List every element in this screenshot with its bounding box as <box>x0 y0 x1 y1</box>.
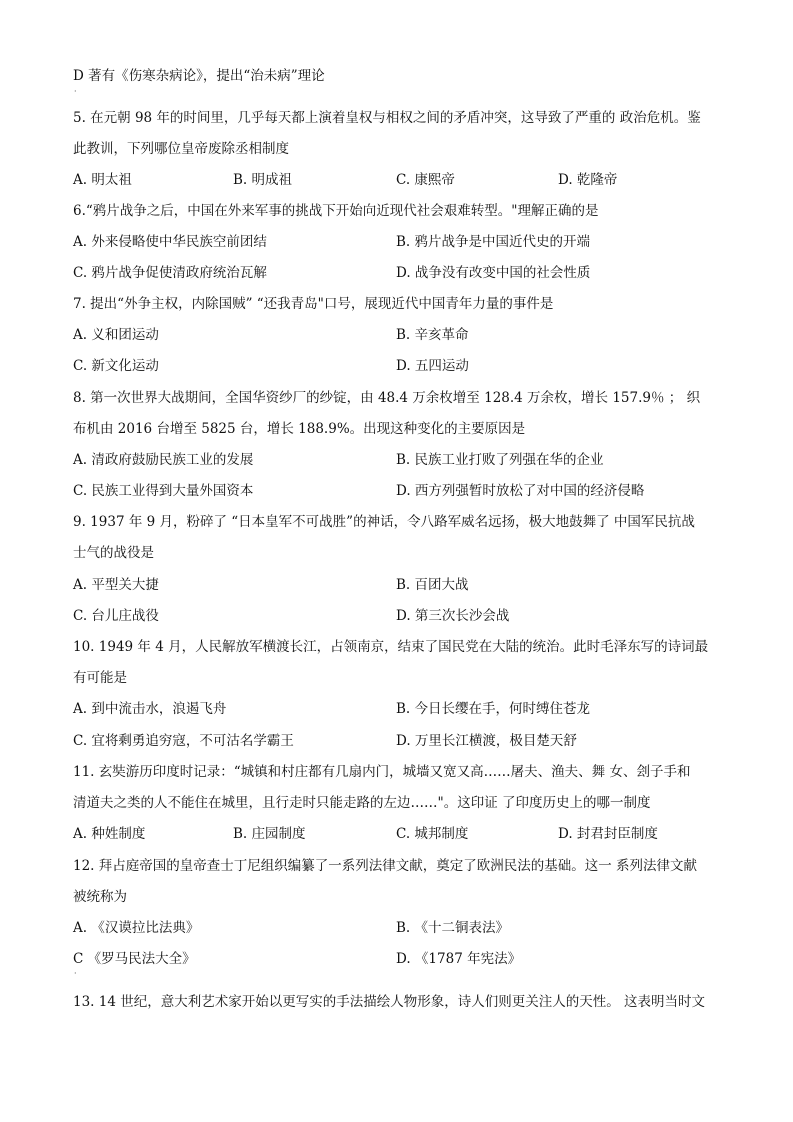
q12-stem-line1: 12. 拜占庭帝国的皇帝查士丁尼组织编纂了一系列法律文献，奠定了欧洲民法的基础。这一 系列法律文献 <box>73 858 698 874</box>
q11-stem-line2: 清道夫之类的人不能住在城里，且行走时只能走路的左边……"。这印证 了印度历史上的哪一制度 <box>73 795 651 811</box>
q6-option-a: A. 外来侵略使中华民族空前团结 <box>73 234 267 250</box>
q5-stem-line2: 此教训，下列哪位皇帝废除丞相制度 <box>73 141 289 157</box>
q10-stem-line2: 有可能是 <box>73 670 127 686</box>
q9-option-a: A. 平型关大捷 <box>73 577 159 593</box>
q7-stem-line1: 7. 提出“外争主权，内除国贼” “还我青岛"口号，展现近代中国青年力量的事件是 <box>73 296 554 312</box>
q10-option-b: B. 今日长缨在手，何时缚住苍龙 <box>396 701 591 717</box>
q12-option-a: A. 《汉谟拉比法典》 <box>73 920 200 936</box>
q4-option-d: D 著有《伤寒杂病论》，提出“治未病”理论 <box>73 68 325 84</box>
q6-option-d: D. 战争没有改变中国的社会性质 <box>396 265 591 281</box>
q11-option-b: B. 庄园制度 <box>233 826 306 842</box>
stray-mark-2: · <box>74 969 77 978</box>
q5-option-a: A. 明太祖 <box>73 172 132 188</box>
q8-option-d: D. 西方列强暂时放松了对中国的经济侵略 <box>396 483 645 499</box>
q10-option-c: C. 宜将剩勇追穷寇，不可沽名学霸王 <box>73 733 294 749</box>
q12-option-c: C 《罗马民法大全》 <box>73 951 196 967</box>
q8-option-a: A. 清政府鼓励民族工业的发展 <box>73 452 254 468</box>
q11-option-a: A. 种姓制度 <box>73 826 146 842</box>
q11-option-c: C. 城邦制度 <box>396 826 469 842</box>
stray-mark: · <box>74 87 77 96</box>
q12-stem-line2: 被统称为 <box>73 889 127 905</box>
q9-stem-line1: 9. 1937 年 9 月，粉碎了 “日本皇军不可战胜”的神话，令八路军威名远扬，极大地鼓舞了 中国军民抗战 <box>73 514 695 530</box>
q9-option-d: D. 第三次长沙会战 <box>396 608 510 624</box>
q7-option-a: A. 义和团运动 <box>73 327 159 343</box>
q11-stem-line1: 11. 玄奘游历印度时记录：“城镇和村庄都有几扇内门，城墙又宽又高……屠夫、渔夫、舞 女、刽子手和 <box>73 764 691 780</box>
q5-option-c: C. 康熙帝 <box>396 172 455 188</box>
q5-option-b: B. 明成祖 <box>233 172 293 188</box>
q5-stem-line1: 5. 在元朝 98 年的时间里，几乎每天都上演着皇权与相权之间的矛盾冲突，这导致了严重的 政治危机。鉴 <box>73 110 701 126</box>
q8-stem-line2: 布机由 2016 台增至 5825 台，增长 188.9%。出现这种变化的主要原因是 <box>73 421 526 437</box>
q9-stem-line2: 士气的战役是 <box>73 545 154 561</box>
q10-option-a: A. 到中流击水，浪遏飞舟 <box>73 701 227 717</box>
q8-option-b: B. 民族工业打败了列强在华的企业 <box>396 452 604 468</box>
q7-option-b: B. 辛亥革命 <box>396 327 469 343</box>
q12-option-b: B. 《十二铜表法》 <box>396 920 510 936</box>
q8-stem-line1: 8. 第一次世界大战期间，全国华资纱厂的纱锭，由 48.4 万余枚增至 128.4 万余枚，增长 157.9％ ； 织 <box>73 390 701 406</box>
q12-option-d: D. 《1787 年宪法》 <box>396 951 522 967</box>
q9-option-b: B. 百团大战 <box>396 577 469 593</box>
q5-option-d: D. 乾隆帝 <box>558 172 618 188</box>
q7-option-c: C. 新文化运动 <box>73 358 159 374</box>
q6-option-c: C. 鸦片战争促使清政府统治瓦解 <box>73 265 267 281</box>
q9-option-c: C. 台儿庄战役 <box>73 608 159 624</box>
q8-option-c: C. 民族工业得到大量外国资本 <box>73 483 254 499</box>
q13-stem-line1: 13. 14 世纪，意大利艺术家开始以更写实的手法描绘人物形象，诗人们则更关注人的天性。 这表明当时文 <box>73 994 706 1010</box>
q11-option-d: D. 封君封臣制度 <box>558 826 658 842</box>
q7-option-d: D. 五四运动 <box>396 358 469 374</box>
q6-option-b: B. 鸦片战争是中国近代史的开端 <box>396 234 591 250</box>
q10-option-d: D. 万里长江横渡，极目楚天舒 <box>396 733 577 749</box>
q10-stem-line1: 10. 1949 年 4 月，人民解放军横渡长江，占领南京，结束了国民党在大陆的统治。此时毛泽东写的诗词最 <box>73 639 709 655</box>
q6-stem-line1: 6.“鸦片战争之后，中国在外来军事的挑战下开始向近现代社会艰难转型。"理解正确的是 <box>73 203 599 219</box>
